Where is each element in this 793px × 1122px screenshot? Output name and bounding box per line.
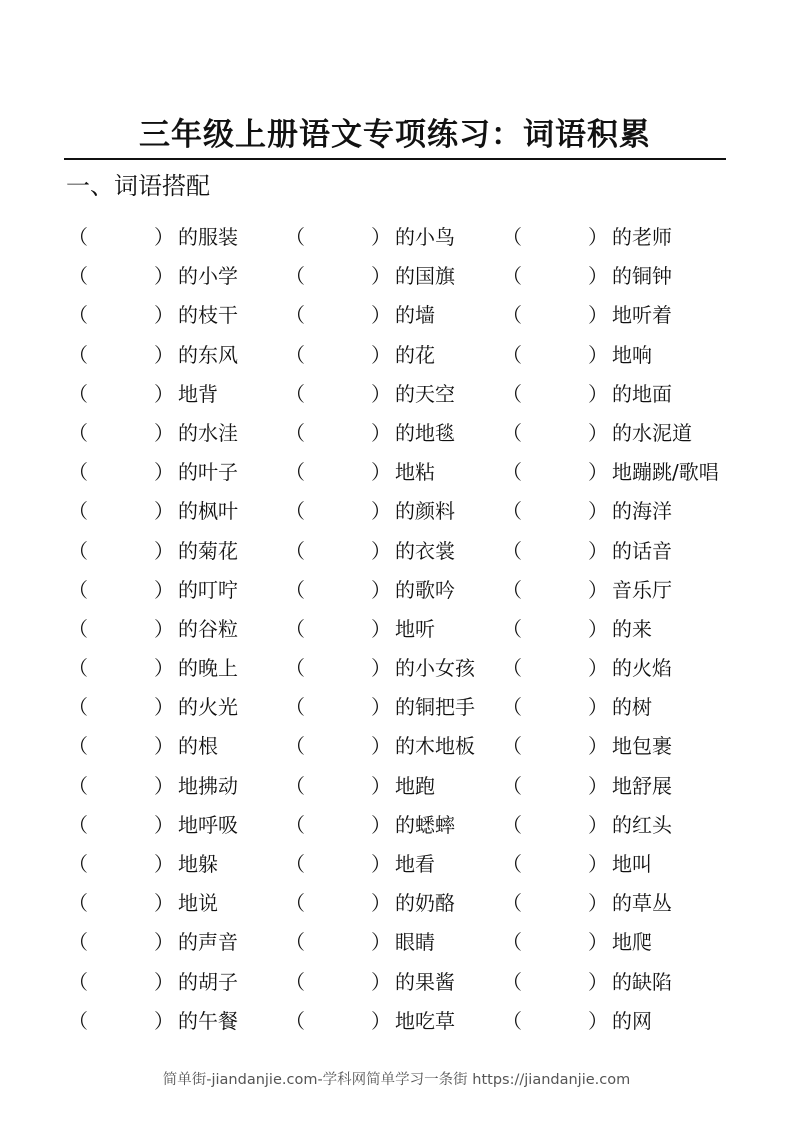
close-paren: ） (154, 1008, 174, 1033)
open-paren: （ (502, 695, 522, 720)
target-word: 地听 (395, 616, 435, 641)
target-word: 的晚上 (178, 656, 238, 681)
close-paren: ） (588, 303, 608, 328)
target-word: 的叶子 (178, 460, 238, 485)
target-word: 地粘 (395, 460, 435, 485)
word-matching-grid (68, 218, 768, 1041)
target-word: 的水泥道 (612, 420, 692, 445)
close-paren: ） (371, 852, 391, 876)
close-paren: ） (154, 656, 174, 681)
close-paren: ） (371, 695, 391, 720)
exercise-row (68, 806, 768, 845)
close-paren: ） (588, 969, 608, 994)
open-paren: （ (285, 538, 305, 563)
open-paren: （ (285, 969, 305, 994)
close-paren: ） (154, 577, 174, 602)
open-paren: （ (285, 695, 305, 720)
target-word: 的颜料 (395, 499, 455, 524)
open-paren: （ (285, 852, 305, 876)
target-word: 的树 (612, 695, 652, 720)
exercise-row (68, 688, 768, 727)
close-paren: ） (588, 734, 608, 759)
target-word: 的谷粒 (178, 616, 238, 641)
target-word: 的奶酪 (395, 891, 455, 916)
close-paren: ） (371, 734, 391, 759)
target-word: 地叫 (612, 852, 652, 876)
open-paren: （ (68, 303, 88, 328)
target-word: 的衣裳 (395, 538, 455, 563)
target-word: 的东风 (178, 342, 238, 367)
exercise-row (68, 218, 768, 257)
target-word: 的木地板 (395, 734, 475, 759)
target-word: 的海洋 (612, 499, 672, 524)
close-paren: ） (371, 773, 391, 798)
close-paren: ） (588, 460, 608, 485)
open-paren: （ (68, 499, 88, 524)
target-word: 的火焰 (612, 656, 672, 681)
open-paren: （ (68, 264, 88, 289)
exercise-row (68, 571, 768, 610)
exercise-row (68, 414, 768, 453)
close-paren: ） (371, 460, 391, 485)
page-title: 三年级上册语文专项练习：词语积累 (64, 112, 726, 160)
close-paren: ） (371, 225, 391, 249)
close-paren: ） (588, 891, 608, 916)
exercise-row (68, 610, 768, 649)
open-paren: （ (68, 225, 88, 249)
close-paren: ） (371, 969, 391, 994)
exercise-row (68, 296, 768, 335)
target-word: 的草丛 (612, 891, 672, 916)
target-word: 的红头 (612, 812, 672, 837)
close-paren: ） (371, 812, 391, 837)
open-paren: （ (502, 225, 522, 249)
close-paren: ） (154, 969, 174, 994)
open-paren: （ (502, 577, 522, 602)
open-paren: （ (68, 342, 88, 367)
close-paren: ） (154, 460, 174, 485)
target-word: 的根 (178, 734, 218, 759)
exercise-row (68, 492, 768, 531)
close-paren: ） (154, 303, 174, 328)
open-paren: （ (68, 969, 88, 994)
target-word: 地呼吸 (178, 812, 238, 837)
close-paren: ） (154, 734, 174, 759)
target-word: 的服装 (178, 225, 238, 249)
target-word: 的花 (395, 342, 435, 367)
open-paren: （ (502, 930, 522, 955)
target-word: 的枝干 (178, 303, 238, 328)
target-word: 的国旗 (395, 264, 455, 289)
target-word: 的小学 (178, 264, 238, 289)
open-paren: （ (68, 773, 88, 798)
close-paren: ） (154, 342, 174, 367)
open-paren: （ (285, 812, 305, 837)
close-paren: ） (371, 930, 391, 955)
target-word: 地吃草 (395, 1008, 455, 1033)
target-word: 的菊花 (178, 538, 238, 563)
open-paren: （ (68, 891, 88, 916)
target-word: 的小女孩 (395, 656, 475, 681)
open-paren: （ (502, 812, 522, 837)
open-paren: （ (285, 303, 305, 328)
open-paren: （ (68, 656, 88, 681)
open-paren: （ (285, 577, 305, 602)
target-word: 的水洼 (178, 420, 238, 445)
target-word: 的果酱 (395, 969, 455, 994)
target-word: 音乐厅 (612, 577, 672, 602)
close-paren: ） (154, 812, 174, 837)
open-paren: （ (502, 891, 522, 916)
close-paren: ） (588, 225, 608, 249)
target-word: 地听着 (612, 303, 672, 328)
target-word: 地爬 (612, 930, 652, 955)
target-word: 的墙 (395, 303, 435, 328)
target-word: 的老师 (612, 225, 672, 249)
open-paren: （ (68, 538, 88, 563)
open-paren: （ (502, 420, 522, 445)
target-word: 地背 (178, 381, 218, 406)
target-word: 的地面 (612, 381, 672, 406)
close-paren: ） (154, 225, 174, 249)
target-word: 地说 (178, 891, 218, 916)
open-paren: （ (285, 656, 305, 681)
close-paren: ） (588, 695, 608, 720)
close-paren: ） (588, 538, 608, 563)
target-word: 的歌吟 (395, 577, 455, 602)
target-word: 的来 (612, 616, 652, 641)
open-paren: （ (68, 852, 88, 876)
open-paren: （ (502, 303, 522, 328)
open-paren: （ (502, 616, 522, 641)
target-word: 的蟋蟀 (395, 812, 455, 837)
close-paren: ） (154, 891, 174, 916)
target-word: 的胡子 (178, 969, 238, 994)
open-paren: （ (285, 930, 305, 955)
open-paren: （ (285, 499, 305, 524)
target-word: 地响 (612, 342, 652, 367)
open-paren: （ (68, 1008, 88, 1033)
close-paren: ） (588, 381, 608, 406)
open-paren: （ (68, 695, 88, 720)
target-word: 的枫叶 (178, 499, 238, 524)
target-word: 地跑 (395, 773, 435, 798)
target-word: 的小鸟 (395, 225, 455, 249)
close-paren: ） (588, 420, 608, 445)
target-word: 的网 (612, 1008, 652, 1033)
target-word: 的声音 (178, 930, 238, 955)
target-word: 的午餐 (178, 1008, 238, 1033)
open-paren: （ (285, 1008, 305, 1033)
open-paren: （ (68, 734, 88, 759)
open-paren: （ (285, 773, 305, 798)
close-paren: ） (588, 616, 608, 641)
target-word: 的天空 (395, 381, 455, 406)
target-word: 地躲 (178, 852, 218, 876)
target-word: 地舒展 (612, 773, 672, 798)
open-paren: （ (502, 460, 522, 485)
exercise-row (68, 375, 768, 414)
close-paren: ） (588, 812, 608, 837)
close-paren: ） (588, 1008, 608, 1033)
exercise-row (68, 767, 768, 806)
close-paren: ） (371, 381, 391, 406)
target-word: 地拂动 (178, 773, 238, 798)
close-paren: ） (588, 656, 608, 681)
open-paren: （ (285, 891, 305, 916)
exercise-row (68, 257, 768, 296)
open-paren: （ (502, 1008, 522, 1033)
close-paren: ） (154, 695, 174, 720)
open-paren: （ (502, 342, 522, 367)
exercise-row (68, 532, 768, 571)
close-paren: ） (154, 538, 174, 563)
close-paren: ） (588, 852, 608, 876)
footer-watermark: 简单街-jiandanjie.com-学科网简单学习一条街 https://jiandanjie.com (162, 1072, 631, 1088)
close-paren: ） (588, 577, 608, 602)
section-heading: 一、词语搭配 (66, 172, 210, 200)
open-paren: （ (502, 734, 522, 759)
exercise-row (68, 336, 768, 375)
close-paren: ） (371, 499, 391, 524)
close-paren: ） (588, 499, 608, 524)
close-paren: ） (371, 420, 391, 445)
close-paren: ） (371, 538, 391, 563)
close-paren: ） (371, 616, 391, 641)
open-paren: （ (285, 420, 305, 445)
open-paren: （ (68, 420, 88, 445)
target-word: 眼睛 (395, 930, 435, 955)
exercise-row (68, 845, 768, 884)
close-paren: ） (154, 420, 174, 445)
close-paren: ） (154, 773, 174, 798)
exercise-row (68, 884, 768, 923)
open-paren: （ (502, 656, 522, 681)
open-paren: （ (502, 969, 522, 994)
open-paren: （ (285, 342, 305, 367)
open-paren: （ (285, 225, 305, 249)
close-paren: ） (371, 577, 391, 602)
close-paren: ） (154, 264, 174, 289)
target-word: 地看 (395, 852, 435, 876)
close-paren: ） (371, 1008, 391, 1033)
target-word: 地蹦跳/歌唱 (612, 460, 719, 485)
open-paren: （ (68, 930, 88, 955)
close-paren: ） (154, 930, 174, 955)
open-paren: （ (502, 773, 522, 798)
close-paren: ） (371, 264, 391, 289)
open-paren: （ (68, 460, 88, 485)
close-paren: ） (154, 499, 174, 524)
target-word: 的地毯 (395, 420, 455, 445)
close-paren: ） (371, 891, 391, 916)
exercise-row (68, 727, 768, 766)
open-paren: （ (285, 264, 305, 289)
target-word: 的铜把手 (395, 695, 475, 720)
open-paren: （ (68, 577, 88, 602)
open-paren: （ (502, 538, 522, 563)
target-word: 的缺陷 (612, 969, 672, 994)
close-paren: ） (154, 381, 174, 406)
open-paren: （ (285, 460, 305, 485)
open-paren: （ (502, 264, 522, 289)
target-word: 的铜钟 (612, 264, 672, 289)
target-word: 的话音 (612, 538, 672, 563)
open-paren: （ (285, 734, 305, 759)
close-paren: ） (154, 616, 174, 641)
exercise-row (68, 1002, 768, 1041)
close-paren: ） (371, 342, 391, 367)
open-paren: （ (68, 616, 88, 641)
close-paren: ） (588, 264, 608, 289)
open-paren: （ (502, 852, 522, 876)
target-word: 的火光 (178, 695, 238, 720)
open-paren: （ (285, 381, 305, 406)
exercise-row (68, 963, 768, 1002)
target-word: 地包裹 (612, 734, 672, 759)
exercise-row (68, 923, 768, 962)
open-paren: （ (68, 381, 88, 406)
close-paren: ） (588, 930, 608, 955)
open-paren: （ (502, 499, 522, 524)
open-paren: （ (285, 616, 305, 641)
exercise-row (68, 649, 768, 688)
exercise-row (68, 453, 768, 492)
target-word: 的叮咛 (178, 577, 238, 602)
close-paren: ） (371, 303, 391, 328)
close-paren: ） (588, 342, 608, 367)
open-paren: （ (502, 381, 522, 406)
close-paren: ） (588, 773, 608, 798)
close-paren: ） (371, 656, 391, 681)
close-paren: ） (154, 852, 174, 876)
open-paren: （ (68, 812, 88, 837)
